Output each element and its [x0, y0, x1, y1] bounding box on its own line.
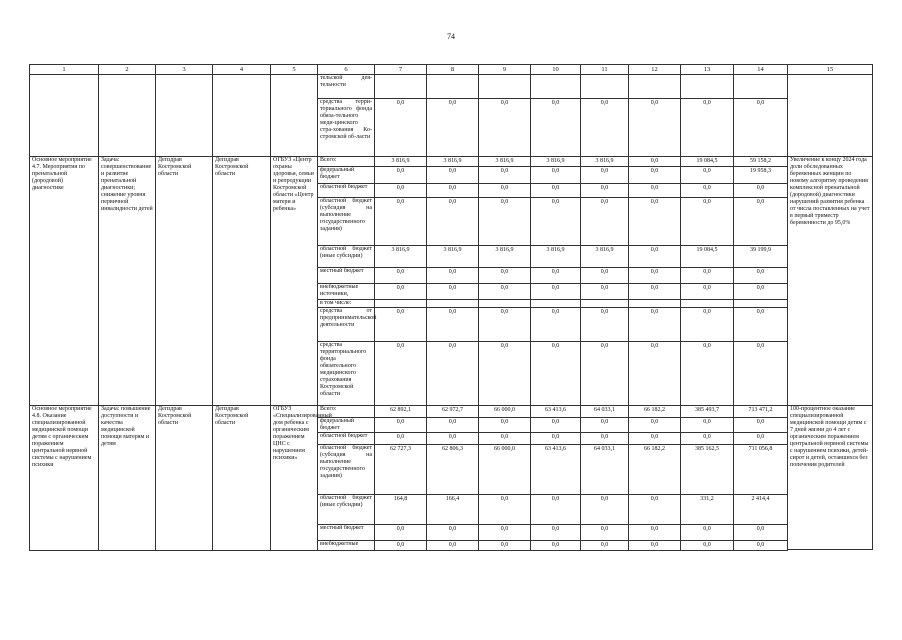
value-cell: 0,0: [681, 342, 734, 406]
value-cell: 0,0: [734, 418, 788, 433]
funding-source: местный бюджет: [318, 268, 375, 284]
value-cell: 19 084,5: [681, 157, 734, 167]
value-cell: 0,0: [681, 308, 734, 342]
value-cell: 3 816,9: [531, 157, 581, 167]
funding-source: федеральный бюджет: [318, 418, 375, 433]
header-col-6: 6: [318, 65, 375, 75]
value-cell: 0,0: [581, 99, 629, 157]
header-col-1: 1: [30, 65, 99, 75]
value-cell: 0,0: [375, 308, 427, 342]
value-cell: 0,0: [681, 284, 734, 300]
section-a-result: Увеличение к концу 2024 года доли обследованных беременных женщин по новому алгоритму проведения комплексной пренатальной (дородовой) диагностики нарушений развития ребенка от числа поставленных на учет в первый триместр беременности до 95,0%: [788, 157, 873, 406]
empty-cell: [156, 75, 213, 157]
value-cell: 0,0: [581, 268, 629, 284]
value-cell: 63 413,6: [531, 445, 581, 495]
value-cell: 0,0: [629, 198, 681, 246]
value-cell: [629, 300, 681, 308]
value-cell: 0,0: [531, 99, 581, 157]
value-cell: [531, 300, 581, 308]
section_b-c5: ОГБУЗ «Специализированный дом ребенка с органическим поражением ЦНС с нарушением психики»: [271, 406, 318, 551]
value-cell: [427, 75, 479, 99]
section_a-c1: Основное мероприятие 4.7. Мероприятия по пренатальной (дородовой) диагностике: [30, 157, 99, 406]
value-cell: 66 182,2: [629, 445, 681, 495]
header-row: [30, 65, 788, 75]
value-cell: 0,0: [479, 268, 531, 284]
header-col-9: 9: [479, 65, 531, 75]
value-cell: 0,0: [375, 525, 427, 541]
value-cell: 0,0: [427, 541, 479, 551]
value-cell: 0,0: [581, 418, 629, 433]
value-cell: 331,2: [681, 495, 734, 525]
funding-source: тельской дея-тельности: [318, 75, 375, 99]
funding-source: Всего:: [318, 406, 375, 418]
funding-source: областной бюджет: [318, 184, 375, 198]
value-cell: 0,0: [479, 525, 531, 541]
value-cell: 0,0: [581, 198, 629, 246]
value-cell: 0,0: [427, 433, 479, 445]
value-cell: 0,0: [734, 268, 788, 284]
header-col-10: 10: [531, 65, 581, 75]
value-cell: 0,0: [629, 268, 681, 284]
funding-source: местный бюджет: [318, 525, 375, 541]
header-col-11: 11: [581, 65, 629, 75]
funding-source: средства территориального фонда обязательного медицинского страхования Костромской области: [318, 342, 375, 406]
value-cell: 3 816,9: [531, 246, 581, 268]
header-col-15: 15: [788, 65, 873, 75]
value-cell: 0,0: [375, 268, 427, 284]
value-cell: 0,0: [479, 284, 531, 300]
value-cell: 0,0: [479, 418, 531, 433]
value-cell: [375, 75, 427, 99]
value-cell: 0,0: [581, 184, 629, 198]
section_a-c2: Задача: совершенствование и развитие пренатальной диагностики; снижение уровня первичной инвалидности детей: [99, 157, 156, 406]
value-cell: 0,0: [581, 167, 629, 184]
funding-source: областной бюджет (субсидия на выполнение государственного задания): [318, 198, 375, 246]
value-cell: 0,0: [629, 433, 681, 445]
value-cell: 0,0: [681, 433, 734, 445]
table-row: [788, 406, 873, 550]
header-col-2: 2: [99, 65, 156, 75]
funding-source: в том числе:: [318, 300, 375, 308]
value-cell: 3 816,9: [581, 157, 629, 167]
funding-source: Всего:: [318, 157, 375, 167]
funding-source: внебюджетные: [318, 541, 375, 551]
value-cell: 0,0: [531, 418, 581, 433]
empty-cell: [271, 75, 318, 157]
header-col-7: 7: [375, 65, 427, 75]
funding-source: федеральный бюджет: [318, 167, 375, 184]
budget-table: [29, 64, 788, 551]
value-cell: 3 816,9: [427, 246, 479, 268]
funding-source: областной бюджет (иные субсидии): [318, 246, 375, 268]
value-cell: 0,0: [581, 525, 629, 541]
value-cell: 0,0: [375, 99, 427, 157]
value-cell: 0,0: [681, 418, 734, 433]
value-cell: 0,0: [681, 268, 734, 284]
value-cell: 66 000,0: [479, 406, 531, 418]
value-cell: 0,0: [531, 342, 581, 406]
value-cell: 0,0: [531, 268, 581, 284]
value-cell: [734, 75, 788, 99]
value-cell: 0,0: [629, 342, 681, 406]
value-cell: 0,0: [427, 184, 479, 198]
value-cell: 0,0: [375, 541, 427, 551]
value-cell: 0,0: [734, 284, 788, 300]
value-cell: 62 892,1: [375, 406, 427, 418]
value-cell: 0,0: [479, 198, 531, 246]
value-cell: 0,0: [479, 541, 531, 551]
value-cell: 66 182,2: [629, 406, 681, 418]
value-cell: 3 816,9: [479, 246, 531, 268]
header-col-4: 4: [213, 65, 271, 75]
value-cell: 166,4: [427, 495, 479, 525]
funding-source: областной бюджет: [318, 433, 375, 445]
value-cell: [375, 300, 427, 308]
value-cell: 66 000,0: [479, 445, 531, 495]
value-cell: 0,0: [734, 342, 788, 406]
value-cell: 2 414,4: [734, 495, 788, 525]
value-cell: 0,0: [531, 284, 581, 300]
value-cell: 0,0: [629, 525, 681, 541]
value-cell: 0,0: [531, 184, 581, 198]
value-cell: 0,0: [479, 433, 531, 445]
value-cell: [681, 300, 734, 308]
value-cell: 0,0: [629, 157, 681, 167]
value-cell: 0,0: [581, 308, 629, 342]
table-row: [30, 75, 788, 99]
value-cell: 0,0: [531, 541, 581, 551]
value-cell: 0,0: [734, 541, 788, 551]
page-number: 74: [447, 32, 455, 41]
value-cell: 0,0: [629, 284, 681, 300]
value-cell: 62 972,7: [427, 406, 479, 418]
empty-cell: [30, 75, 99, 157]
value-cell: 62 727,3: [375, 445, 427, 495]
value-cell: 0,0: [427, 268, 479, 284]
value-cell: 713 471,2: [734, 406, 788, 418]
value-cell: 0,0: [427, 308, 479, 342]
funding-source: внебюджетные источники,: [318, 284, 375, 300]
value-cell: 0,0: [427, 99, 479, 157]
value-cell: 0,0: [734, 99, 788, 157]
section_a-c5: ОГБУЗ «Центр охраны здоровья, семьи и репродукции Костромской области «Центр матери и ребенка»: [271, 157, 318, 406]
value-cell: 0,0: [479, 308, 531, 342]
value-cell: 0,0: [375, 198, 427, 246]
value-cell: 62 806,3: [427, 445, 479, 495]
value-cell: 0,0: [734, 433, 788, 445]
value-cell: 0,0: [629, 246, 681, 268]
value-cell: [581, 75, 629, 99]
value-cell: 59 158,2: [734, 157, 788, 167]
value-cell: 0,0: [531, 167, 581, 184]
value-cell: 0,0: [427, 525, 479, 541]
value-cell: 0,0: [629, 167, 681, 184]
section-b-result: 100-процентное оказание специализированной медицинской помощи детям с 7 дней жизни до 4 лет с органическим поражением центральной нервной системы с нарушением психики, детей-сирот и детей, оставшихся без попечения родителей: [788, 406, 873, 550]
value-cell: 0,0: [375, 167, 427, 184]
value-cell: 0,0: [581, 495, 629, 525]
value-cell: 0,0: [531, 198, 581, 246]
value-cell: 0,0: [581, 541, 629, 551]
value-cell: 3 816,9: [375, 157, 427, 167]
value-cell: 0,0: [479, 342, 531, 406]
value-cell: 0,0: [375, 184, 427, 198]
value-cell: 0,0: [427, 342, 479, 406]
value-cell: 39 199,9: [734, 246, 788, 268]
empty-cell: [99, 75, 156, 157]
value-cell: 0,0: [375, 342, 427, 406]
value-cell: 0,0: [479, 495, 531, 525]
value-cell: 711 056,8: [734, 445, 788, 495]
section_b-c3: Депздрав Костромской области: [156, 406, 213, 551]
funding-source: средства от предпринимательской деятельности: [318, 308, 375, 342]
value-cell: 385 493,7: [681, 406, 734, 418]
empty-cell: [213, 75, 271, 157]
value-cell: [531, 75, 581, 99]
value-cell: 0,0: [479, 99, 531, 157]
header-col-14: 14: [734, 65, 788, 75]
section_a-c3: Депздрав Костромской области: [156, 157, 213, 406]
value-cell: 0,0: [531, 495, 581, 525]
value-cell: 0,0: [427, 198, 479, 246]
value-cell: 0,0: [681, 198, 734, 246]
value-cell: 0,0: [629, 495, 681, 525]
value-cell: 0,0: [375, 433, 427, 445]
value-cell: 0,0: [629, 418, 681, 433]
value-cell: 0,0: [681, 167, 734, 184]
value-cell: 0,0: [375, 284, 427, 300]
section_b-c2: Задача: повышение доступности и качества медицинской помощи матерям и детям: [99, 406, 156, 551]
funding-source: средства терри-ториального фонда обяза-тельного меди-цинского стра-хования Ко-стромской об-ласти: [318, 99, 375, 157]
value-cell: 3 816,9: [375, 246, 427, 268]
funding-source: областной бюджет (субсидия на выполнение государственного задания): [318, 445, 375, 495]
value-cell: [629, 75, 681, 99]
value-cell: [479, 75, 531, 99]
value-cell: [734, 300, 788, 308]
value-cell: 0,0: [629, 184, 681, 198]
value-cell: 0,0: [629, 308, 681, 342]
value-cell: 3 816,9: [427, 157, 479, 167]
value-cell: 0,0: [531, 525, 581, 541]
value-cell: 63 413,6: [531, 406, 581, 418]
table-row: [788, 157, 873, 406]
value-cell: 0,0: [427, 418, 479, 433]
value-cell: 0,0: [629, 99, 681, 157]
header-col-5: 5: [271, 65, 318, 75]
table-row: [30, 157, 788, 167]
value-cell: [681, 75, 734, 99]
value-cell: 0,0: [681, 525, 734, 541]
header-col-13: 13: [681, 65, 734, 75]
value-cell: 0,0: [581, 433, 629, 445]
value-cell: 0,0: [531, 433, 581, 445]
header-row-15: [788, 65, 873, 75]
value-cell: [581, 300, 629, 308]
value-cell: 0,0: [479, 167, 531, 184]
section_b-c4: Депздрав Костромской области: [213, 406, 271, 551]
value-cell: 0,0: [581, 342, 629, 406]
section_b-c1: Основное мероприятие 4.8. Оказание специализированной медицинской помощи детям с органическим поражением центральной нервной системы с нарушением психики: [30, 406, 99, 551]
value-cell: 0,0: [427, 284, 479, 300]
table-row: [788, 75, 873, 157]
value-cell: 385 162,5: [681, 445, 734, 495]
section_a-c4: Депздрав Костромской области: [213, 157, 271, 406]
empty-cell: [788, 75, 873, 157]
value-cell: 3 816,9: [479, 157, 531, 167]
value-cell: 0,0: [734, 308, 788, 342]
value-cell: 164,8: [375, 495, 427, 525]
value-cell: 0,0: [427, 167, 479, 184]
results-column: [787, 64, 873, 550]
value-cell: 0,0: [581, 284, 629, 300]
value-cell: 0,0: [531, 308, 581, 342]
value-cell: 0,0: [629, 541, 681, 551]
value-cell: 0,0: [375, 418, 427, 433]
table-row: [30, 406, 788, 418]
value-cell: 64 033,1: [581, 406, 629, 418]
value-cell: 0,0: [681, 184, 734, 198]
value-cell: 3 816,9: [581, 246, 629, 268]
value-cell: 0,0: [681, 541, 734, 551]
value-cell: 0,0: [734, 198, 788, 246]
funding-source: областной бюджет (иные субсидии): [318, 495, 375, 525]
value-cell: 0,0: [734, 184, 788, 198]
value-cell: 0,0: [734, 525, 788, 541]
value-cell: [427, 300, 479, 308]
header-col-8: 8: [427, 65, 479, 75]
value-cell: 64 033,1: [581, 445, 629, 495]
value-cell: 19 084,5: [681, 246, 734, 268]
header-col-3: 3: [156, 65, 213, 75]
value-cell: 19 958,3: [734, 167, 788, 184]
value-cell: [479, 300, 531, 308]
value-cell: 0,0: [479, 184, 531, 198]
value-cell: 0,0: [681, 99, 734, 157]
header-col-12: 12: [629, 65, 681, 75]
